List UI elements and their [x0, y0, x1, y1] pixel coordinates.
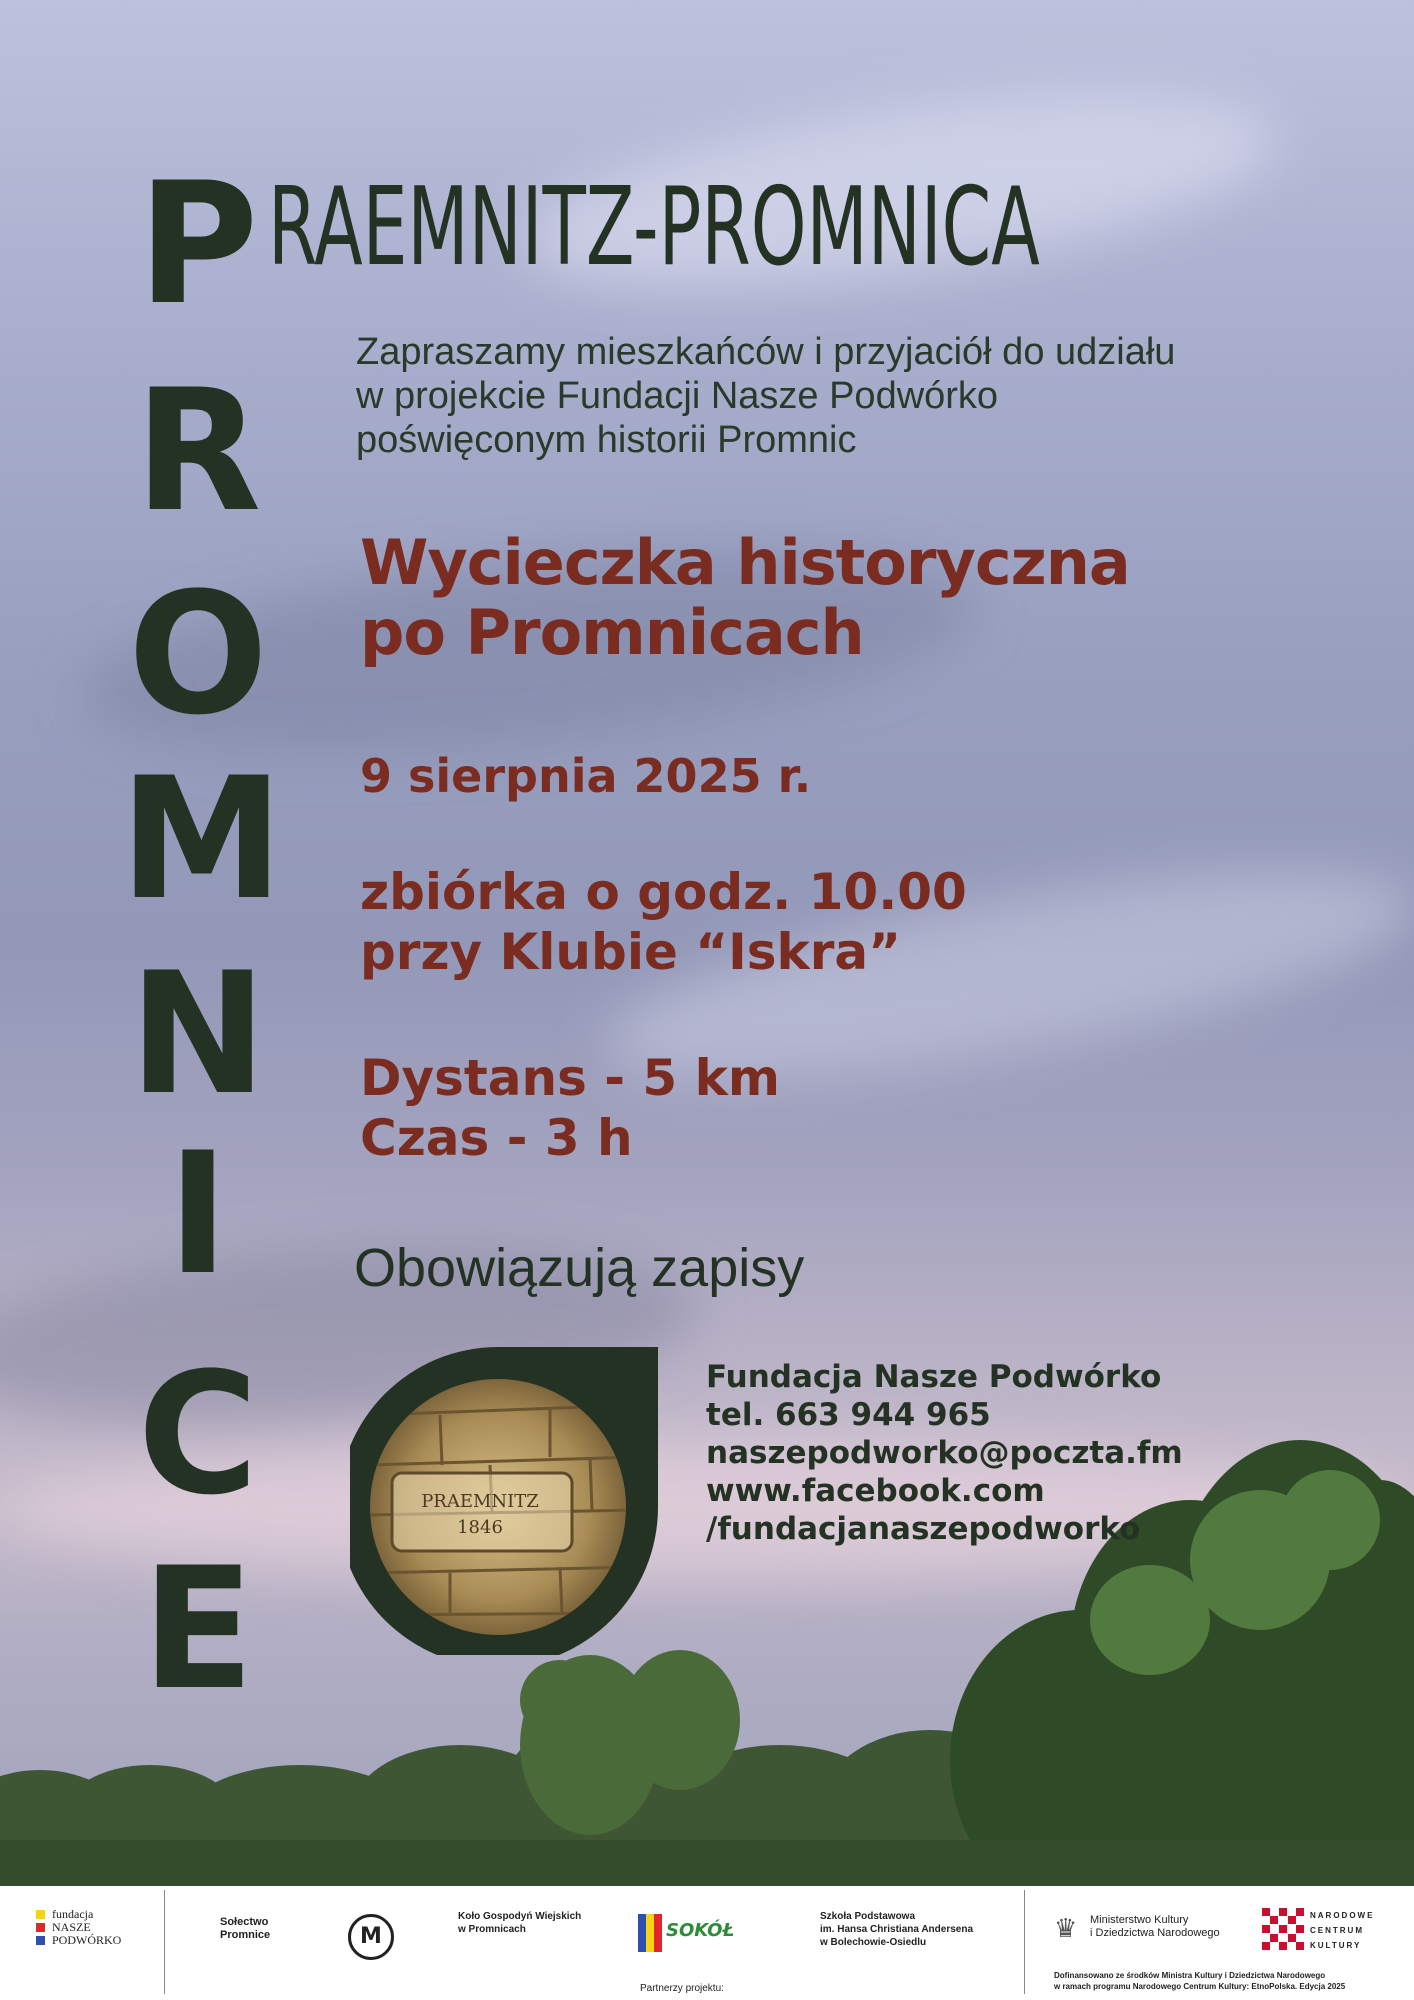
event-date: 9 sierpnia 2025 r. — [360, 749, 812, 803]
footer-partners — [0, 1886, 1414, 2000]
event-title — [360, 528, 1130, 668]
letter-i: I — [167, 1116, 229, 1312]
nck-line: CENTRUM — [1310, 1926, 1364, 1935]
brick-year: 1846 — [457, 1517, 503, 1538]
ministry-line: i Dziedzictwa Narodowego — [1090, 1927, 1220, 1939]
trip-details — [360, 1048, 780, 1168]
contact-facebook[interactable]: www.facebook.com — [706, 1473, 1045, 1509]
contact-email[interactable]: naszepodworko@poczta.fm — [706, 1435, 1183, 1471]
nck-line: NARODOWE — [1310, 1911, 1375, 1920]
sokol-stripe — [646, 1914, 654, 1952]
sokol-text: SOKÓŁ — [666, 1920, 735, 1941]
letter-c: C — [137, 1336, 259, 1532]
fundacja-line: fundacja — [52, 1907, 94, 1921]
school-line: w Bolechowie-Osiedlu — [820, 1937, 927, 1948]
logo-square-yellow — [36, 1910, 45, 1919]
letter-n: N — [129, 936, 267, 1132]
title-praemnitz-promnica: RAEMNITZ-PROMNICA — [268, 165, 1040, 290]
brick-inscription: PRAEMNITZ — [421, 1491, 539, 1512]
intro-line: Zapraszamy mieszkańców i przyjaciół do udziału — [356, 331, 1176, 373]
event-title-line: po Promnicach — [360, 596, 864, 669]
intro-text — [356, 330, 1356, 462]
letter-m: M — [119, 741, 284, 937]
kgw-line: Koło Gospodyń Wiejskich — [458, 1911, 582, 1922]
funding-line: Dofinansowano ze środków Ministra Kultury i Dziedzictwa Narodowego — [1054, 1971, 1326, 1980]
school-line: Szkoła Podstawowa — [820, 1911, 916, 1922]
intro-line: w projekcie Fundacji Nasze Podwórko — [356, 375, 999, 417]
eagle-icon: ♛ — [1054, 1913, 1078, 1943]
m-logo: M — [348, 1914, 394, 1960]
divider — [1024, 1890, 1025, 1994]
contact-info — [706, 1358, 1183, 1548]
contact-org: Fundacja Nasze Podwórko — [706, 1359, 1162, 1395]
letter-o: O — [128, 556, 268, 752]
logo-square-blue — [36, 1936, 45, 1945]
kgw-line: w Promnicach — [458, 1924, 526, 1935]
kgw-label — [458, 1910, 581, 1936]
nck-pattern-icon — [1262, 1908, 1304, 1950]
nck-line: KULTURY — [1310, 1941, 1362, 1950]
partners-label: Partnerzy projektu: — [640, 1983, 724, 1994]
fundacja-line: PODWÓRKO — [52, 1933, 122, 1947]
letter-r: R — [134, 353, 262, 549]
sokol-stripe — [654, 1914, 662, 1952]
solectwo-line: Promnice — [220, 1929, 271, 1941]
school-line: im. Hansa Christiana Andersena — [820, 1924, 974, 1935]
event-title-line: Wycieczka historyczna — [360, 526, 1130, 599]
duration: Czas - 3 h — [360, 1109, 633, 1167]
contact-phone[interactable]: tel. 663 944 965 — [706, 1397, 991, 1433]
contact-facebook-path[interactable]: /fundacjanaszepodworko — [706, 1511, 1141, 1547]
funding-note — [1054, 1970, 1345, 1992]
letter-e: E — [141, 1531, 255, 1727]
brick-photo-badge — [350, 1345, 660, 1655]
solectwo-label — [220, 1916, 270, 1942]
ministry-line: Ministerstwo Kultury — [1090, 1914, 1189, 1926]
solectwo-line: Sołectwo — [220, 1916, 269, 1928]
divider — [164, 1890, 165, 1994]
school-label — [820, 1910, 973, 1949]
letter-p: P — [137, 146, 259, 342]
meeting-place: przy Klubie “Iskra” — [360, 923, 902, 981]
distance: Dystans - 5 km — [360, 1049, 780, 1107]
logo-square-red — [36, 1923, 45, 1932]
fundacja-line: NASZE — [52, 1920, 91, 1934]
meeting-time: zbiórka o godz. 10.00 — [360, 863, 967, 921]
sokol-stripe — [638, 1914, 646, 1952]
meeting-info — [360, 862, 967, 982]
signup-notice: Obowiązują zapisy — [354, 1238, 805, 1298]
funding-line: w ramach programu Narodowego Centrum Kultury: EtnoPolska. Edycja 2025 — [1054, 1982, 1346, 1991]
intro-line: poświęconym historii Promnic — [356, 419, 857, 461]
